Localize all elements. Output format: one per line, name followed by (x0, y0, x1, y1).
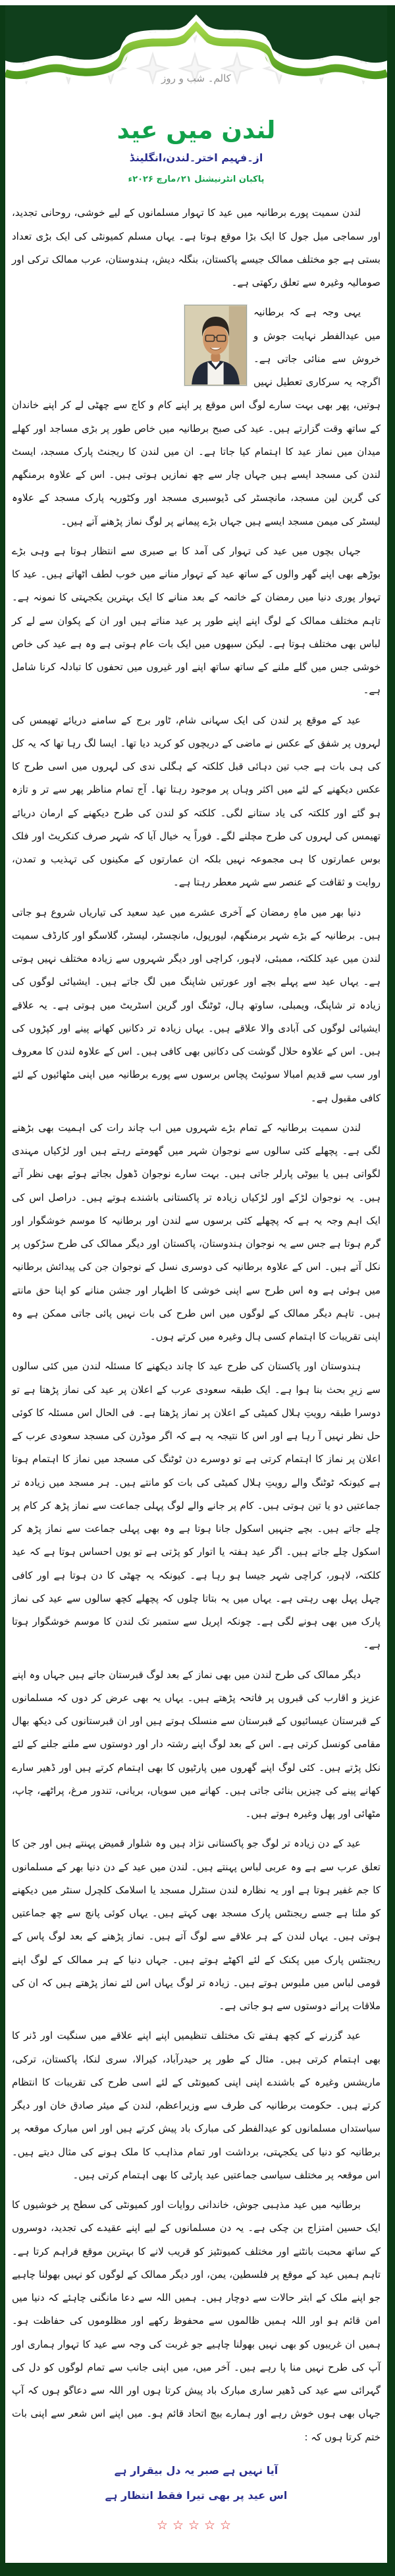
author-photo (184, 305, 247, 386)
star-divider: ☆☆☆☆☆ (156, 2517, 236, 2533)
paragraph: برطانیہ میں عید مذہبی جوش، خاندانی روایات اور کمیونٹی کی سطح پر خوشیوں کا ایک حسین امتزاج بن چکی ہے۔ یہ دن مسلمانوں کے لیے اپنے عقیدے کی تجدید، دوسروں کے ساتھ محبت بانٹنے اور مختلف کمیونٹیز کو قریب لانے کا بہترین موقع فراہم کرتا ہے۔ تاہم ہمیں عید کے موقع پر فلسطین، یمن، اور دیگر ممالک کے لوگوں کو نہیں بھولنا چاہیے جو اپنے ملک کے ابتر حالات سے دوچار ہیں۔ ہمیں اللہ سے دعا مانگنی چاہئے کہ دنیا میں امن قائم ہو اور اللہ ہمیں ظالموں سے محفوظ رکھے اور مظلوموں کی حفاظت ہو۔ ہمیں ان غریبوں کو بھی نہیں بھولنا چاہیے جو غربت کی وجہ سے عید کا تہوار ہماری اور آپ کی طرح نہیں منا پا رہے ہیں۔ آخر میں، میں اپنی جانب سے تمام لوگوں کو دل کی گہرائی سے عید کی ڈھیر ساری مبارک باد پیش کرتا ہوں اور اللہ سے دعاگو ہوں کہ آپ جہاں بھی ہوں خوش رہے اور ہمارے بیچ اتحاد قائم ہو۔ میں اپنے اس شعر سے اپنی بات ختم کرتا ہوں کہ : (12, 2199, 381, 2443)
paragraph: یہی وجہ ہے کہ برطانیہ میں عیدالفطر نہایت جوش و خروش سے منائی جاتی ہے۔ اگرچہ یہ سرکاری تعطیل نہیں ہوتیں، پھر بھی بہت سارے لوگ اس موقع پر اپنے کام و کاج سے چھٹی لے کر اپنے خاندان کے ساتھ وقت گزارتے ہیں۔ عید کی صبح برطانیہ میں خاص طور پر بڑی مساجد اور کھلے میدان میں نماز عید کا اہتمام کیا جاتا ہے۔ ان میں لندن کا ریجنٹ پارک مسجد، ایسٹ لندن کی مسجد ایسے ہیں جہاں چار سے چھ نمازیں ہوتی ہیں۔ اس کے علاوہ برمنگھم کی گرین لین مسجد، مانچسٹر کی ڈیوسبری مسجد اور وکٹوریہ پارک مسجد کے علاوہ لیسٹر کی میمن مسجد ایسے ہیں جہاں بڑے پیمانے پر لوگ نماز پڑھنے آتے ہیں۔ (12, 306, 381, 527)
closing-couplet (5, 2458, 387, 2509)
paragraph: لندن سمیت برطانیہ کے تمام بڑے شہروں میں اب چاند رات کی اہمیت بھی بڑھنے لگی ہے۔ پچھلے کئی سالوں سے نوجوان شہر میں گھومتے رہتے ہیں اور لڑکیاں مہندی لگواتی ہیں یا بیوٹی پارلر جاتی ہیں۔ بہت سارے نوجوان ڈھول بجاتے ہوئے بھی نظر آتے ہیں۔ یہ نوجوان لڑکے اور لڑکیاں زیادہ تر پاکستانی باشندے ہوتے ہیں۔ دراصل اس کی ایک اہم وجہ یہ ہے کہ پچھلے کئی برسوں سے لندن اور برطانیہ کا موسم خوشگوار اور گرم ہوتا ہے جس سے یہ نوجوان ہندوستان، پاکستان اور دیگر ممالک کی طرح سڑکوں پر نکل آتے ہیں۔ اس کے علاوہ برطانیہ کی دوسری نسل کے نوجوان جن کی پیدائش برطانیہ میں ہوئی ہے وہ اس طرح سے اپنی خوشی کا اظہار اور جشن منانے کو اپنا حق مانتے ہیں۔ تاہم دیگر ممالک کے لوگوں میں اس طرح کی بات نہیں پائی جاتی ممکن ہے وہ اپنی تقریبات کا اہتمام کسی ہال وغیرہ میں کرتے ہوں۔ (12, 1121, 381, 1343)
article-body (5, 190, 387, 2449)
header-decoration (5, 5, 387, 104)
column-kicker: کالم۔ شب و روز (161, 72, 231, 84)
author-portrait-image (185, 305, 246, 385)
paragraph: ہندوستان اور پاکستان کی طرح عید کا چاند دیکھنے کا مسئلہ لندن میں کئی سالوں سے زیرِ بحث بنا ہوا ہے۔ ایک طبقہ سعودی عرب کے اعلان پر عید کی نماز پڑھتا ہے تو دوسرا طبقہ رویتِ ہلال کمیٹی کے اعلان پر نماز پڑھتا ہے۔ فی الحال اس مسئلہ کا کوئی حل نظر نہیں آ رہا ہے اور اس کا نتیجہ یہ ہے کہ اگر موڈرن کی مسجد سعودی عرب کے اعلان پر نماز کا اہتمام کرتی ہے تو دوسرے دن ٹوٹنگ کی مسجد میں نماز کا اہتمام ہوتا ہے کیونکہ ٹوٹنگ والے رویتِ ہلال کمیٹی کی بات کو مانتے ہیں۔ ہر مسجد میں زیادہ تر جماعتیں دو یا تین ہوتی ہیں۔ کام پر جانے والے لوگ پہلی جماعت سے نماز پڑھ کر کام پر چلے جاتے ہیں۔ بچے جنہیں اسکول جانا ہوتا ہے وہ بھی پہلی جماعت سے نماز پڑھ کر اسکول چلے جاتے ہیں۔ اگر عید ہفتہ یا اتوار کو پڑتی ہے تو یوں احساس ہوتا ہے کہ عید کلکتہ، لاہور، کراچی شہر جیسا ہو رہا ہے۔ کیونکہ یہ چھٹی کا دن ہوتا ہے اور کافی چہل پہل بھی رہتی ہے۔ یہاں میں یہ بتاتا چلوں کہ پچھلے کچھ سالوں سے عید کی نماز پارک میں بھی ہونے لگی ہے۔ چونکہ اپریل سے ستمبر تک لندن کا موسم خوشگوار ہوتا ہے۔ (12, 1360, 381, 1651)
page-title: لندن میں عید (117, 116, 276, 144)
top-white-strip (0, 0, 395, 5)
dateline: پاکبان انٹرنیشنل ۲۱؍مارچ ۲۰۲۶ء (128, 174, 265, 185)
paragraph: لندن سمیت پورے برطانیہ میں عید کا تہوار مسلمانوں کے لیے خوشی، روحانی تجدید، اور سماجی میل جول کا ایک بڑا موقع ہوتا ہے۔ یہاں مسلم کمیونٹی کی ایک بڑی تعداد بستی ہے جو مختلف ممالک جیسے پاکستان، بنگلہ دیش، ہندوستان، عرب ممالک ترکی اور صومالیہ وغیرہ سے تعلق رکھتی ہے۔ (12, 207, 381, 289)
header-ribbon-graphic (5, 5, 387, 104)
paragraph: دیگر ممالک کی طرح لندن میں بھی نماز کے بعد لوگ قبرستان جاتے ہیں جہاں وہ اپنے عزیز و اقارب کی قبروں پر فاتحہ پڑھتے ہیں۔ یہاں یہ بھی عرض کر دوں کہ مسلمانوں کے قبرستان عیسائیوں کے قبرستان سے منسلک ہوتے ہیں اور ان قبرستانوں کی دیکھ بھال مقامی کونسل کرتی ہے۔ اس کے بعد لوگ اپنے رشتہ دار اور دوستوں سے ملنے جلنے کے لئے نکل پڑتے ہیں۔ کئی لوگ اپنے گھروں میں پارٹیوں کا بھی اہتمام کرتے ہیں اور ڈھیر سارے کھانے پینے کی چیزیں بنائی جاتی ہیں۔ کھانے میں سویاں، بریانی، تندور مرغ، پراٹھے، چاپ، مٹھائی اور پھل وغیرہ ہوتے ہیں۔ (12, 1668, 381, 1820)
paragraph: عید کے دن زیادہ تر لوگ جو پاکستانی نژاد ہیں وہ شلوار قمیض پہنتے ہیں اور جن کا تعلق عرب سے ہے وہ عربی لباس پہنتے ہیں۔ لندن میں عید کے دن دنیا بھر کے مسلمانوں کا جم غفیر ہوتا ہے اور یہ نظارہ لندن سنٹرل مسجد یا اسلامک کلچرل سنٹر میں دیکھنے کو ملتا ہے جسے ریجنٹس پارک مسجد بھی کہتے ہیں۔ یہاں کوئی پانچ سے چھ جماعتیں ہوتی ہیں۔ یہاں لندن کے ہر علاقے سے لوگ آتے ہیں۔ نماز پڑھنے کے بعد لوگ پاس کے ریجنٹس پارک میں پکنک کے لئے اکھٹے ہوتے ہیں۔ جہاں دنیا کے ہر ممالک کے لوگ اپنے قومی لباس میں ملبوس ہوتے ہیں۔ زیادہ تر لوگ یہاں اس لئے نماز پڑھتے ہیں کہ ان کی ملاقات پرانے دوستوں سے ہو جاتی ہے۔ (12, 1837, 381, 2012)
page-frame (0, 5, 395, 2576)
paragraph: عید گزرنے کے کچھ ہفتے تک مختلف تنظیمیں اپنے اپنے علاقے میں سنگیت اور ڈنر کا بھی اہتمام کرتی ہیں۔ مثال کے طور پر حیدرآباد، کیرالا، سری لنکا، پاکستان، ترکی، ماریشس وغیرہ کے باشندے اپنی اپنی کمیونٹی کے لئے اسی طرح کی تقریبات کا انتظام کرتے ہیں۔ حکومت برطانیہ کی طرف سے وزیراعظم، لندن کے میئر صادق خان اور دیگر سیاستداں مسلمانوں کو عیدالفطر کی مبارک باد پیش کرتے ہیں اور اس مبارک موقعہ پر برطانیہ کو دنیا کی یکجہتی، برداشت اور تمام مذاہب کا ملک ہونے کی مثال دیتے ہیں۔ اس موقعہ پر مختلف سیاسی جماعتیں عید پارٹی کا بھی اہتمام کرتی ہیں۔ (12, 2030, 381, 2181)
paragraph: عید کے موقع پر لندن کی ایک سہانی شام، ٹاور برج کے سامنے دریائے تھیمس کی لہروں پر شفق کے عکس نے ماضی کے دریچوں کو کرید دیا تھا۔ ایسا لگ رہا تھا کہ یہ کل کی ہی بات ہے جب تین دہائی قبل کلکتہ کے ہگلی ندی کی لہروں میں اسی طرح کا عکس دیکھنے کے لئے میں اکثر وہاں پر موجود رہتا تھا۔ آج تمام مناظر پھر سے تر و تازہ ہو گئے اور کلکتہ کی یاد ستانے لگی۔ کلکتہ کو لندن کی طرح دیکھنے کے ارمان دریائے تھیمس کی لہروں کی طرح مچلنے لگے۔ فوراً یہ خیال آیا کہ شہر صرف کنکریٹ اور فلک بوس عمارتوں کا ہی مجموعہ نہیں بلکہ ان عمارتوں کے مکینوں کی تہذیب و تمدن، روایت و ثقافت کے عنصر سے شہر معطر رہتا ہے۔ (12, 714, 381, 889)
couplet-line-2: اس عید پر بھی تیرا فقط انتظار ہے (105, 2489, 288, 2502)
paragraph: جہاں بچوں میں عید کی تہوار کی آمد کا بے صبری سے انتظار ہوتا ہے وہی بڑے بوڑھے بھی اپنے گھر والوں کے ساتھ عید کے تہوار منانے میں خوب لطف اٹھاتے ہیں۔ عید کا تہوار پوری دنیا میں رمضان کے خاتمہ کے بعد منانے کا ایک بہترین یکجہتی کا نمونہ ہے۔ تاہم مختلف ممالک کے لوگ اپنے اپنے طور پر عید مناتے ہیں اور ان کے پکوان سے لے کر لباس بھی مختلف ہوتا ہے۔ لیکن سبھوں میں ایک بات عام ہوتی ہے وہ ہے عید کی خاص خوشی جس میں گلے ملنے کے ساتھ ساتھ اپنے اور غیروں میں تحفوں کا تبادلہ کرنا شامل ہے۔ (12, 544, 381, 697)
paragraph: دنیا بھر میں ماہِ رمضان کے آخری عشرے میں عید سعید کی تیاریاں شروع ہو جاتی ہیں۔ برطانیہ کے بڑے شہر برمنگھم، لیورپول، مانچسٹر، لیسٹر، گلاسگو اور کارڈف سمیت لندن میں عید کلکتہ، ممبئی، لاہور، کراچی اور دیگر شہروں سے زیادہ مختلف نہیں ہوتی ہے۔ یہاں عید سے پہلے بچے اور عورتیں شاپنگ میں لگ جاتے ہیں۔ ایشیائی لوگوں کی زیادہ تر شاپنگ، ویمبلی، ساوتھ ہال، ٹوٹنگ اور گرین اسٹریٹ میں ہوتی ہے۔ یہ علاقے ایشیائی لوگوں کی آبادی والا علاقے ہیں۔ یہاں زیادہ تر دکانیں کھانے پینے اور کپڑوں کی ہیں۔ اس کے علاوہ حلال گوشت کی دکانیں بھی کافی ہیں۔ اس کے علاوہ لندن کا معروف اور سب سے قدیم امبالا سوئیٹ پچاس برسوں سے پورے برطانیہ میں اپنی مٹھائیوں کے لئے کافی مقبول ہے۔ (12, 906, 381, 1104)
couplet-line-1: آیا نہیں ہے صبر یہ دل بیقرار ہے (114, 2463, 278, 2477)
byline: از۔فہیم اختر۔لندن،انگلینڈ (129, 151, 263, 165)
